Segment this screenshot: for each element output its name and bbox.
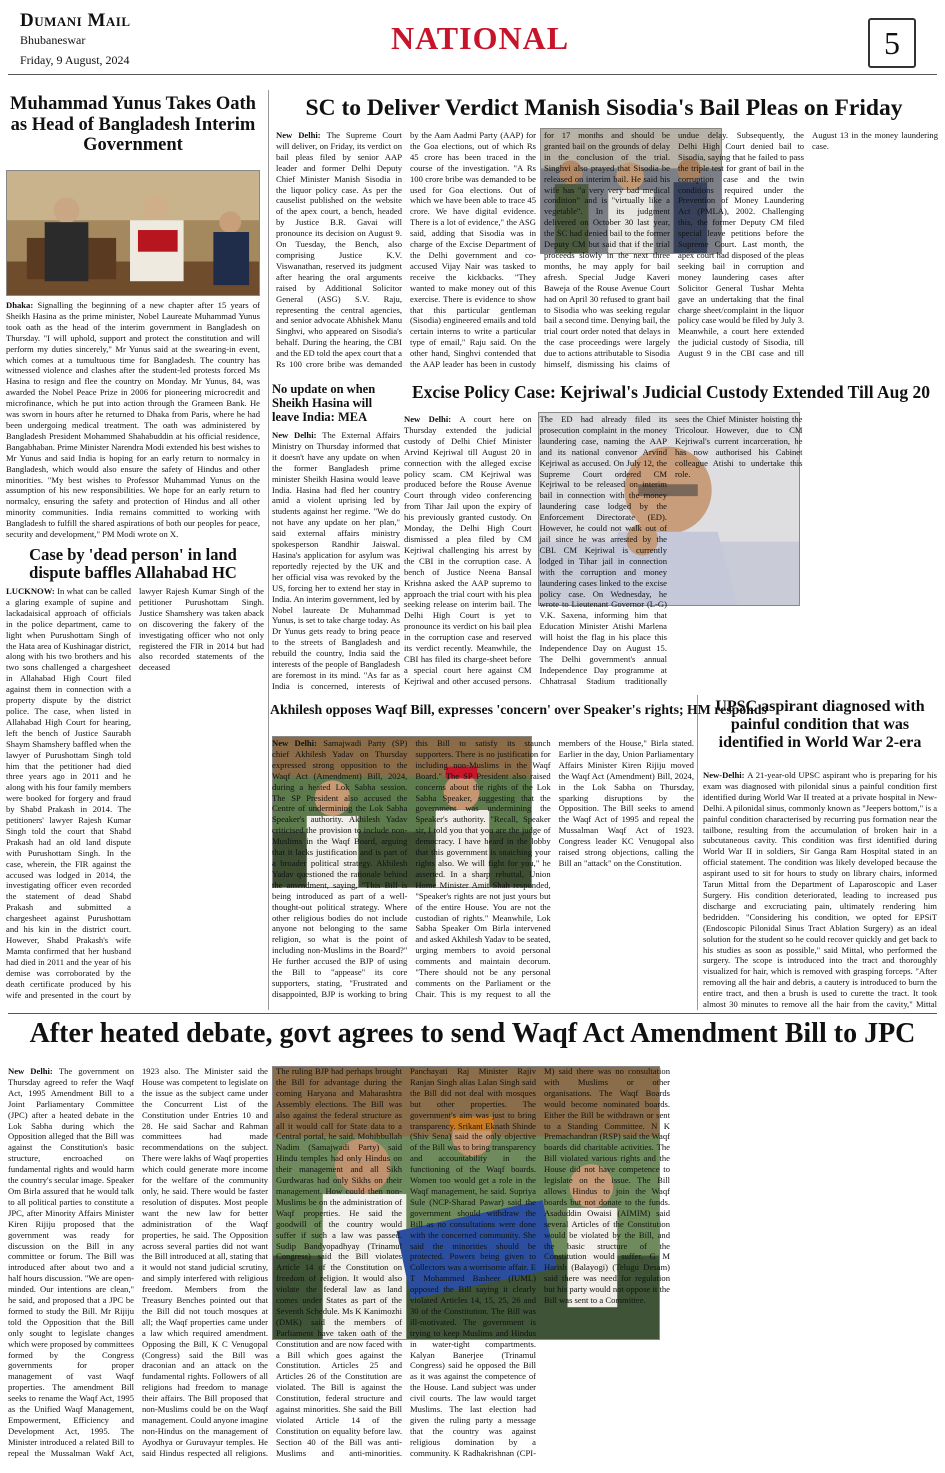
column-rule (268, 90, 269, 1010)
dead-person-dateline: LUCKNOW: (6, 586, 58, 596)
column-rule (697, 695, 698, 1010)
masthead-city: Bhubaneswar (20, 33, 86, 47)
masthead-rule (8, 74, 937, 75)
yunus-headline: Muhammad Yunus Takes Oath as Head of Bangladesh Interim Government (10, 94, 256, 156)
dead-person-text: In what can be called a glaring example of supine and lackadaisical approach of officials in the police department, came to light when Purushottam Singh of the Hata area of Kushinagar district, along with his two brothers and his two sons challenged a chargesheet in Allahabad High Court filed against them in connection with a property dispute by the district police. The case, when listed in Allahabad High Court for hearing, left the bench of Justice Saurabh Shaym Shamshery baffled when the lawyer of Purushottam Singh told him that the petitioner had died three years ago in 2011 and he along with his four family members were booked for forgery and fraud by Shabd Prakash in 2014. The petitioners' lawyer Rajesh Kumar Singh told the court that Shabd Prakash had an old land dispute with Purushottam Singh. In the case, wherein, the FIR against the accused was lodged in 2014, the investigating officer even recorded the statement of dead Shabd Prakash and submitted a chargesheet against Purushottam and his kin in the district court. However, Shabd Prakash's wife Mamta confirmed that her husband had died in 2011 and the year of his demise was corroborated by the death certificate produced by his wife and presented in the court by lawyer Rajesh Kumar Singh of the petitioner Purushottam Singh. Justice Shamshery was taken aback on discovering the fakery of the investigating officer who not only registered the FIR in 2014 but had also recorded statements of the deceased (6, 586, 264, 1000)
hasina-dateline: New Delhi: (272, 430, 323, 440)
upsc-text: A 21-year-old UPSC aspirant who is preparing for his exam was diagnosed with pilonidal sinus a painful condition first identified during World War II treated at a private hospital in New-Delhi. A pilonidal sinus, commonly known as "Jeepers bottom," is a painful condition characterised by recurring pus formation near the tailbone, resulting from the accumulation of broken hair in a subcutaneous cavity. This condition was first identified during World War II in soldiers, Sir Ganga Ram Hospital stated in an official statement. The condition was likely developed because the aspirant used to sit for hours to study on library chairs, informed Tarun Mittal from the Department of Laparoscopic and Laser Surgery. His condition deteriorated, leading to increased pus discharge and excruciating pain, ultimately rendering him bedridden. "Considering his condition, we opted for EPSiT (Endoscopic Pilonidal Sinus Tract Ablation Surgery) as an ideal solution for the student so he could recover quickly and get back to his studies as soon as possible," said Mittal, who performed the surgery. The scope is introduced into the tract and thoroughly visualized for hair, which is removed with grasping forceps. "After removing all the hair and debris, a cautery is introduced to burn the entire tract, and then a brush is used to curette the tract. It took almost 30 minutes to remove all the hair from the cavity," Mittal (703, 770, 937, 1010)
masthead-date: Friday, 9 August, 2024 (20, 53, 130, 67)
yunus-oath-photo (6, 170, 260, 296)
section-title: NATIONAL (390, 20, 570, 56)
sisodia-dateline: New Delhi: (276, 130, 327, 140)
hasina-body (272, 430, 400, 692)
upsc-body (703, 770, 937, 1010)
waqf-jpc-text: The government on Thursday agreed to refer the Waqf Act, 1995 Amendment Bill to a Joint Parliamentary Committee (JPC) after a heated debate in the Lok Sabha during which the Opposition alleged that the Bill was against the Constitution's basic structure, encroached on fundamental rights and would harm the country's secular image. Speaker Om Birla assured that he would talk to all political parties to constitute a JPC, after Minority Affairs Minister Kiren Rijiju proposed that the government was ready for discussion on the Bill in any committee or forum. The Bill was introduced after about two and a half hours discussion. "We are open-minded. Our intentions are clean," he said, and proposed that a JPC be formed to study the Bill. Mr Rijiju told the Opposition that the Bill only sought to legislate changes which were proposed by committees formed by the Congress governments for proper management of vast Waqf properties. The amendment Bill seeks to rename the Waqf Act, 1995 as the Unified Waqf Management, Empowerment, Efficiency and Development Act, 1995. The Minister introduced a related Bill to repeal the Mussalman Wakf Act, 1923 also. The Minister said the House was competent to legislate on the issue as the subject came under the Concurrent List of the Constitution under Entries 10 and 28. He said Sachar and Rahman committees had made recommendations on the subject. There were lakhs of Waqf properties which could generate more income for the welfare of the community only, he said. There would be faster resolution of disputes. Most people want the new law for better administration of the Waqf properties, he said. The Opposition across several parties did not want the Bill introduced at all, stating that it would not stand judicial scrutiny, and simply interfered with religious freedom. Members from the Treasury Benches pointed out that the Bill did not touch mosques at all; the Waqf properties came under a law which required amendment. Opposing the Bill, K C Venugopal (Congress) said the Bill was draconian and an attack on the fundamental rights. Followers of all religions had freedom to manage their affairs. The Bill proposed that non-Muslims could be on the Waqf management. Could anyone imagine non-Hindus on the management of Ayodhya or Guruvayur temples. He said Hindus respected all religions. The ruling BJP had perhaps brought the Bill for advantage during the coming Haryana and Maharashtra Assembly elections. The Bill was also against the federal structure as all it would call for State data to a Central portal, he said. Mohibbullah Nadim (Samajwadi Party) said Hindu temples had only Hindus on their management and all Sikh Gurdwaras had only Sikhs on their management. How could then non-Muslims be on the administration of Waqf properties. He said the goodwill of the country would suffer if such a law was passed. Sudip Bandyopadhyay (Trinamul Congress) said the Bill violates Article 14 of the Constitution on freedom of religion. It would also violate the federal law as land comes under States as part of the Seventh Schedule. Ms K Kanimozhi (DMK) said the members of Parliament have taken oath of the Constitution and are now faced with a Bill which goes against the Constitution. Articles 25 and Articles 26 of the Constitution are violated. The Bill is against the Constitution, federal structure and against minorities. She said the Bill violated Article 14 of the Constitution on equality before law. Section 40 of the Bill was anti-Muslims and anti-minorities. Panchayati Raj Minister Rajiv Ranjan Singh alias Lalan Singh said the Bill did not deal with mosques but other properties. The government's aim was just to bring transparency. Srikant Eknath Shinde (Shiv Sena) said the only objective of the Bill was to bring transparency and accountability in the functioning of the Waqf boards. Women too would get a role in the Waqf management, he said. Supriya Sule (NCP-Sharad Pawar) said the government should withdraw the Bill as no consultations were done with the concerned community. She said the minorities should be protected. Powers being given to Collectors was a worrisome affair. E T Mohammed Basheer (IUML) opposed the Bill saying it clearly violated Articles 14, 15, 25, 26 and 30 of the Constitution. The Bill was ill-motivated. The government is trying to keep Muslims and Hindus in water-tight compartments. Kalyan Banerjee (Trinamul Congress) said he opposed the Bill as it was against the competence of the House. Land subject was under civil courts. The law would target Muslims. The last election had given the ruling party a message that the country was against religious domination by a community. K Radhakrishnan (CPI-M) said there was no consultation with Muslims or other organisations. The Waqf Boards would become nominated boards. Either the Bill be withdrawn or sent to a Standing Committee. N K Premachandran (RSP) said the Waqf boards did charitable activities. The Bill violated various rights and the House did not have competence to legislate on the issue. The Bill allows Hindus to join the Waqf boards but not donate to the funds. Asaduddin Owaisi (AIMIM) said several Articles of the Constitution would be violated by the Bill, and the basic structure of the Constitution would suffer. G M Harish (Balayogi) (Telugu Desam) said there was need for regulation but his party would not oppose it the Bill was sent to a Committee. (8, 1066, 670, 1458)
page-number: 5 (868, 18, 916, 68)
waqf-jpc-dateline: New Delhi: (8, 1066, 59, 1076)
upsc-dateline: New-Delhi: (703, 770, 748, 780)
yunus-dateline: Dhaka: (6, 300, 38, 310)
kejriwal-body (404, 414, 938, 692)
upsc-headline: UPSC aspirant diagnosed with painful condition that was identified in World War 2-era (715, 698, 925, 751)
yunus-body (6, 300, 260, 542)
sisodia-body (276, 130, 938, 378)
kejriwal-dateline: New Delhi: (404, 414, 460, 424)
waqf-jpc-body (8, 1066, 938, 1466)
akhilesh-dateline: New Delhi: (272, 738, 324, 748)
waqf-jpc-headline: After heated debate, govt agrees to send Waqf Act Amendment Bill to JPC (29, 1018, 916, 1049)
kejriwal-headline: Excise Policy Case: Kejriwal's Judicial Custody Extended Till Aug 20 (411, 382, 931, 402)
yunus-text: Signalling the beginning of a new chapter after 15 years of Sheikh Hasina as the prime minister, Nobel Laureate Muhammad Yunus took oath as the head of the interim government in Bangladesh on Thursday. "I will uphold, support and protect the constitution and will perform my duties sincerely," Mr Yunus said at the swearing-in event, which comes at a tumultuous time for Bangladesh. The country has witnessed violence and clashes after the student-led protests forced Ms Hasina to resign and flee the country on Monday. Mr Yunus, 84, was awarded the Nobel Peace Prize in 2006 for pioneering microcredit and microfinance, which he put into action through the Grameen Bank. He was sworn in hours after he returned to Dhaka from Paris, where he had been undergoing medical treatment. The oath was administered by Bangladesh President Mohammed Shahabuddin at his official residence, Bangabhaban. Prime Minister Narendra Modi extended his best wishes to Mr Yunus and said India is hoping for an early return to normalcy in Bangladesh, which would also ensure the safety of Hindus and other minorities. "My best wishes to Professor Muhammad Yunus on the assumption of his new responsibilities. We hope for an early return to normalcy, ensuring the safety and protection of Hindus and all other minority communities. India remains committed to working with Bangladesh to fulfill the shared aspirations of both our peoples for peace, security and development," PM Modi wrote on X. (6, 300, 260, 540)
dead-person-headline: Case by 'dead person' in land dispute baffles Allahabad HC (29, 545, 237, 583)
akhilesh-body (272, 738, 694, 1010)
akhilesh-text: Samajwadi Party (SP) chief Akhilesh Yadav on Thursday expressed strong opposition to the Waqf Act (Amendment) Bill, 2024, during a heated Lok Sabha session. The SP President also accused the Centre of undermining the Lok Sabha Speaker's authority. Akhilesh Yadav criticised the provision to include non-Muslims in the Waqf Board, arguing that it lacks justification and is part of a broader political strategy. Akhilesh Yadav questioned the rationale behind the amendment, saying, "This Bill is being introduced as part of a well-thought-out political strategy. Where other religious bodies do not include anyone not belonging to the same religion, so what is the point of including non-Muslims in the Board?" He further accused the BJP of using the Bill to "appease" its core supporters, stating, "Frustrated and disappointed, BJP is working to bring this Bill to satisfy its staunch supporters. There is no justification for including non-Muslims in the Waqf Board." The SP President also raised concerns about the rights of the Lok Sabha Speaker, suggesting that the government was undermining the Speaker's authority. "Recall, Speaker sir, I told you that you are the judge of democracy. I have heard in the lobby that this government is snatching your rights also. We will fight for you," he asserted. In a sharp rebuttal, Union Home Minister Amit Shah responded, "Speaker's rights are not just yours but of the entire House. You are not the custodian of rights." Meanwhile, Lok Sabha Speaker Om Birla intervened and asked Akhilesh Yadav to be seated, urging members to avoid personal comments and maintain decorum. "There should not be any personal comments on the Parliament or the Chair. This is my request to all the members of the House," Birla stated. Earlier in the day, Union Parliamentary Affairs Minister Kiren Rijiju moved the Waqf Act (Amendment) Bill, 2024, in the Lok Sabha on Thursday, sparking disruptions by the Opposition. The Bill seeks to amend the Waqf Act of 1995 and repeal the Mussalman Waqf Act of 1923. Congress leader KC Venugopal also raised strong objections, calling the Bill an "attack" on the Constitution. (272, 738, 694, 999)
masthead-name: Dumani Mail (20, 10, 131, 31)
sisodia-headline: SC to Deliver Verdict Manish Sisodia's Bail Pleas on Friday (305, 95, 903, 121)
hasina-headline: No update on when Sheikh Hasina will leave India: MEA (272, 382, 376, 424)
hasina-text: The External Affairs Ministry on Thursday informed that it doesn't have any update on when the former Bangladesh prime minister Sheikh Hasina would leave India. Hasina had fled her country amid a violent uprising led by students against her regime. "We do not have any update on her plan," said external affairs ministry spokesperson Randhir Jaiswal. Hasina's application for asylum was reportedly rejected by the UK and her official visa was revoked by the US, forcing her to extend her stay in India. An interim government, led by Nobel laureate Dr Muhammad Yunus, is set to take charge today. As Dr Yunus gets ready to bring peace to the streets of Bangladesh and rebuild the country, India said the interests of the people of Bangladesh are foremost in its mind. "As far as India is concerned, interests of (272, 430, 400, 691)
kejriwal-text: A court here on Thursday extended the judicial custody of Delhi Chief Minister Arvind Kejriwal till August 20 in connection with the alleged excise policy scam. CM Kejriwal was produced before the Rouse Avenue Court through video conferencing from Tihar Jail upon the expiry of his previously granted custody. On Monday, the Delhi High Court dismissed a plea filed by CM Kejriwal challenging his arrest by the CBI in the corruption case. A bench of Justice Neena Bansal Krishna asked the AAP supremo to approach the trial court with his plea seeking release on interim bail. The Delhi High Court is yet to pronounce its verdict on his bail plea in the corruption case and reserved its verdict recently. Meanwhile, the CBI has filed its charge-sheet before a special court here against CM Kejriwal and other accused persons. The ED had already filed its prosecution complaint in the money laundering case, naming the AAP and its national convenor Arvind Kejriwal as accused. On July 12, the Supreme Court ordered CM Kejriwal to be released on interim bail in connection with the money laundering case lodged by the Enforcement Directorate (ED). However, he could not walk out of jail since he was arrested by the CBI. CM Kejriwal is currently lodged in Tihar jail in connection with the corruption and money laundering cases linked to the excise policy case. On Wednesday, he wrote to Lieutenant Governor (L-G) V.K. Saxena, informing him that Education Minister Atishi Marlena will hoist the flag in his place this Independence Day on August 15. The Delhi government's annual Independence Day programme at Chhatrasal Stadium traditionally sees the Chief Minister hoisting the Tricolour. However, due to CM Kejriwal's current incarceration, he has now authorised his Cabinet colleague Atishi to undertake this role. (404, 414, 803, 686)
sisodia-text: The Supreme Court will deliver, on Friday, its verdict on bail pleas filed by senior AAP leader and former Delhi Deputy Chief Minister Manish Sisodia in the liquor policy case. As per the causelist published on the website of the apex court, a bench, headed by Justice B.R. Gavai will pronounce its decision on August 9. On Tuesday, the Bench, also comprising Justice K.V. Viswanathan, reserved its judgment after hearing the oral arguments raised by Additional Solicitor General (ASG) S.V. Raju, representing the central agencies, and senior advocate Abhishek Manu Singhvi, who appeared on Sisodia's behalf. During the hearing, the CBI and the ED told the apex court that a Rs 100 crore bribe was demanded by the Aam Aadmi Party (AAP) for the Goa elections, out of which Rs 45 crore has been traced in the course of the investigation. "A Rs 100 crore bribe was demanded to be used for Goa elections. Out of which we have been able to trace 45 crore. We have digital evidence. There is a lot of evidence," the ASG said, adding that Sisodia was in charge of the Excise Department of the Delhi government and co-accused Vijay Nair was tasked to receive the kickbacks. "They wanted to make money out of this exercise. There is evidence to show that this particular gentleman (Sisodia) engineered emails and told certain interns to write a particular type of email," Raju said. On the other hand, Singhvi contended that the AAP leader has been in custody for 17 months and should be granted bail on the grounds of delay in the conclusion of the trial. Singhvi also prayed that Sisodia be released on interim bail. He said his wife has "a very very bad medical condition" and is "virtually like a vegetable". In its judgment delivered on October 30 last year, the SC had denied bail to the former Deputy CM but said that if the trial proceeds slowly in the next three months, he may apply for bail afresh. Special Judge Kaveri Baweja of the Rouse Avenue Court had on April 30 refused to grant bail to Sisodia who was seeking regular bail a second time. Denying bail, the trial court order noted that delays in the case proceedings were largely due to actions attributable to Sisodia himself, dismissing his claims of undue delay. Subsequently, the Delhi High Court denied bail to Sisodia, saying that he failed to pass the triple test for grant of bail in the corruption case and the twin conditions required under the Prevention of Money Laundering Act (PMLA), 2002. Challenging this, the former Deputy CM filed special leave petitions before the Supreme Court. Last month, the apex court had disposed of the pleas seeking bail in corruption and money laundering cases after Solicitor General Tushar Mehta gave an undertaking that the final charge sheet/complaint in the liquor policy case would be filed by July 3. Meanwhile, a court here extended the judicial custody of Sisodia, till August 9 in the CBI case and till August 13 in the money laundering case. (276, 130, 938, 370)
dead-person-body (6, 586, 264, 1010)
section-rule (8, 1013, 937, 1014)
akhilesh-headline: Akhilesh opposes Waqf Bill, expresses 'concern' over Speaker's rights; HM responds (270, 702, 767, 717)
